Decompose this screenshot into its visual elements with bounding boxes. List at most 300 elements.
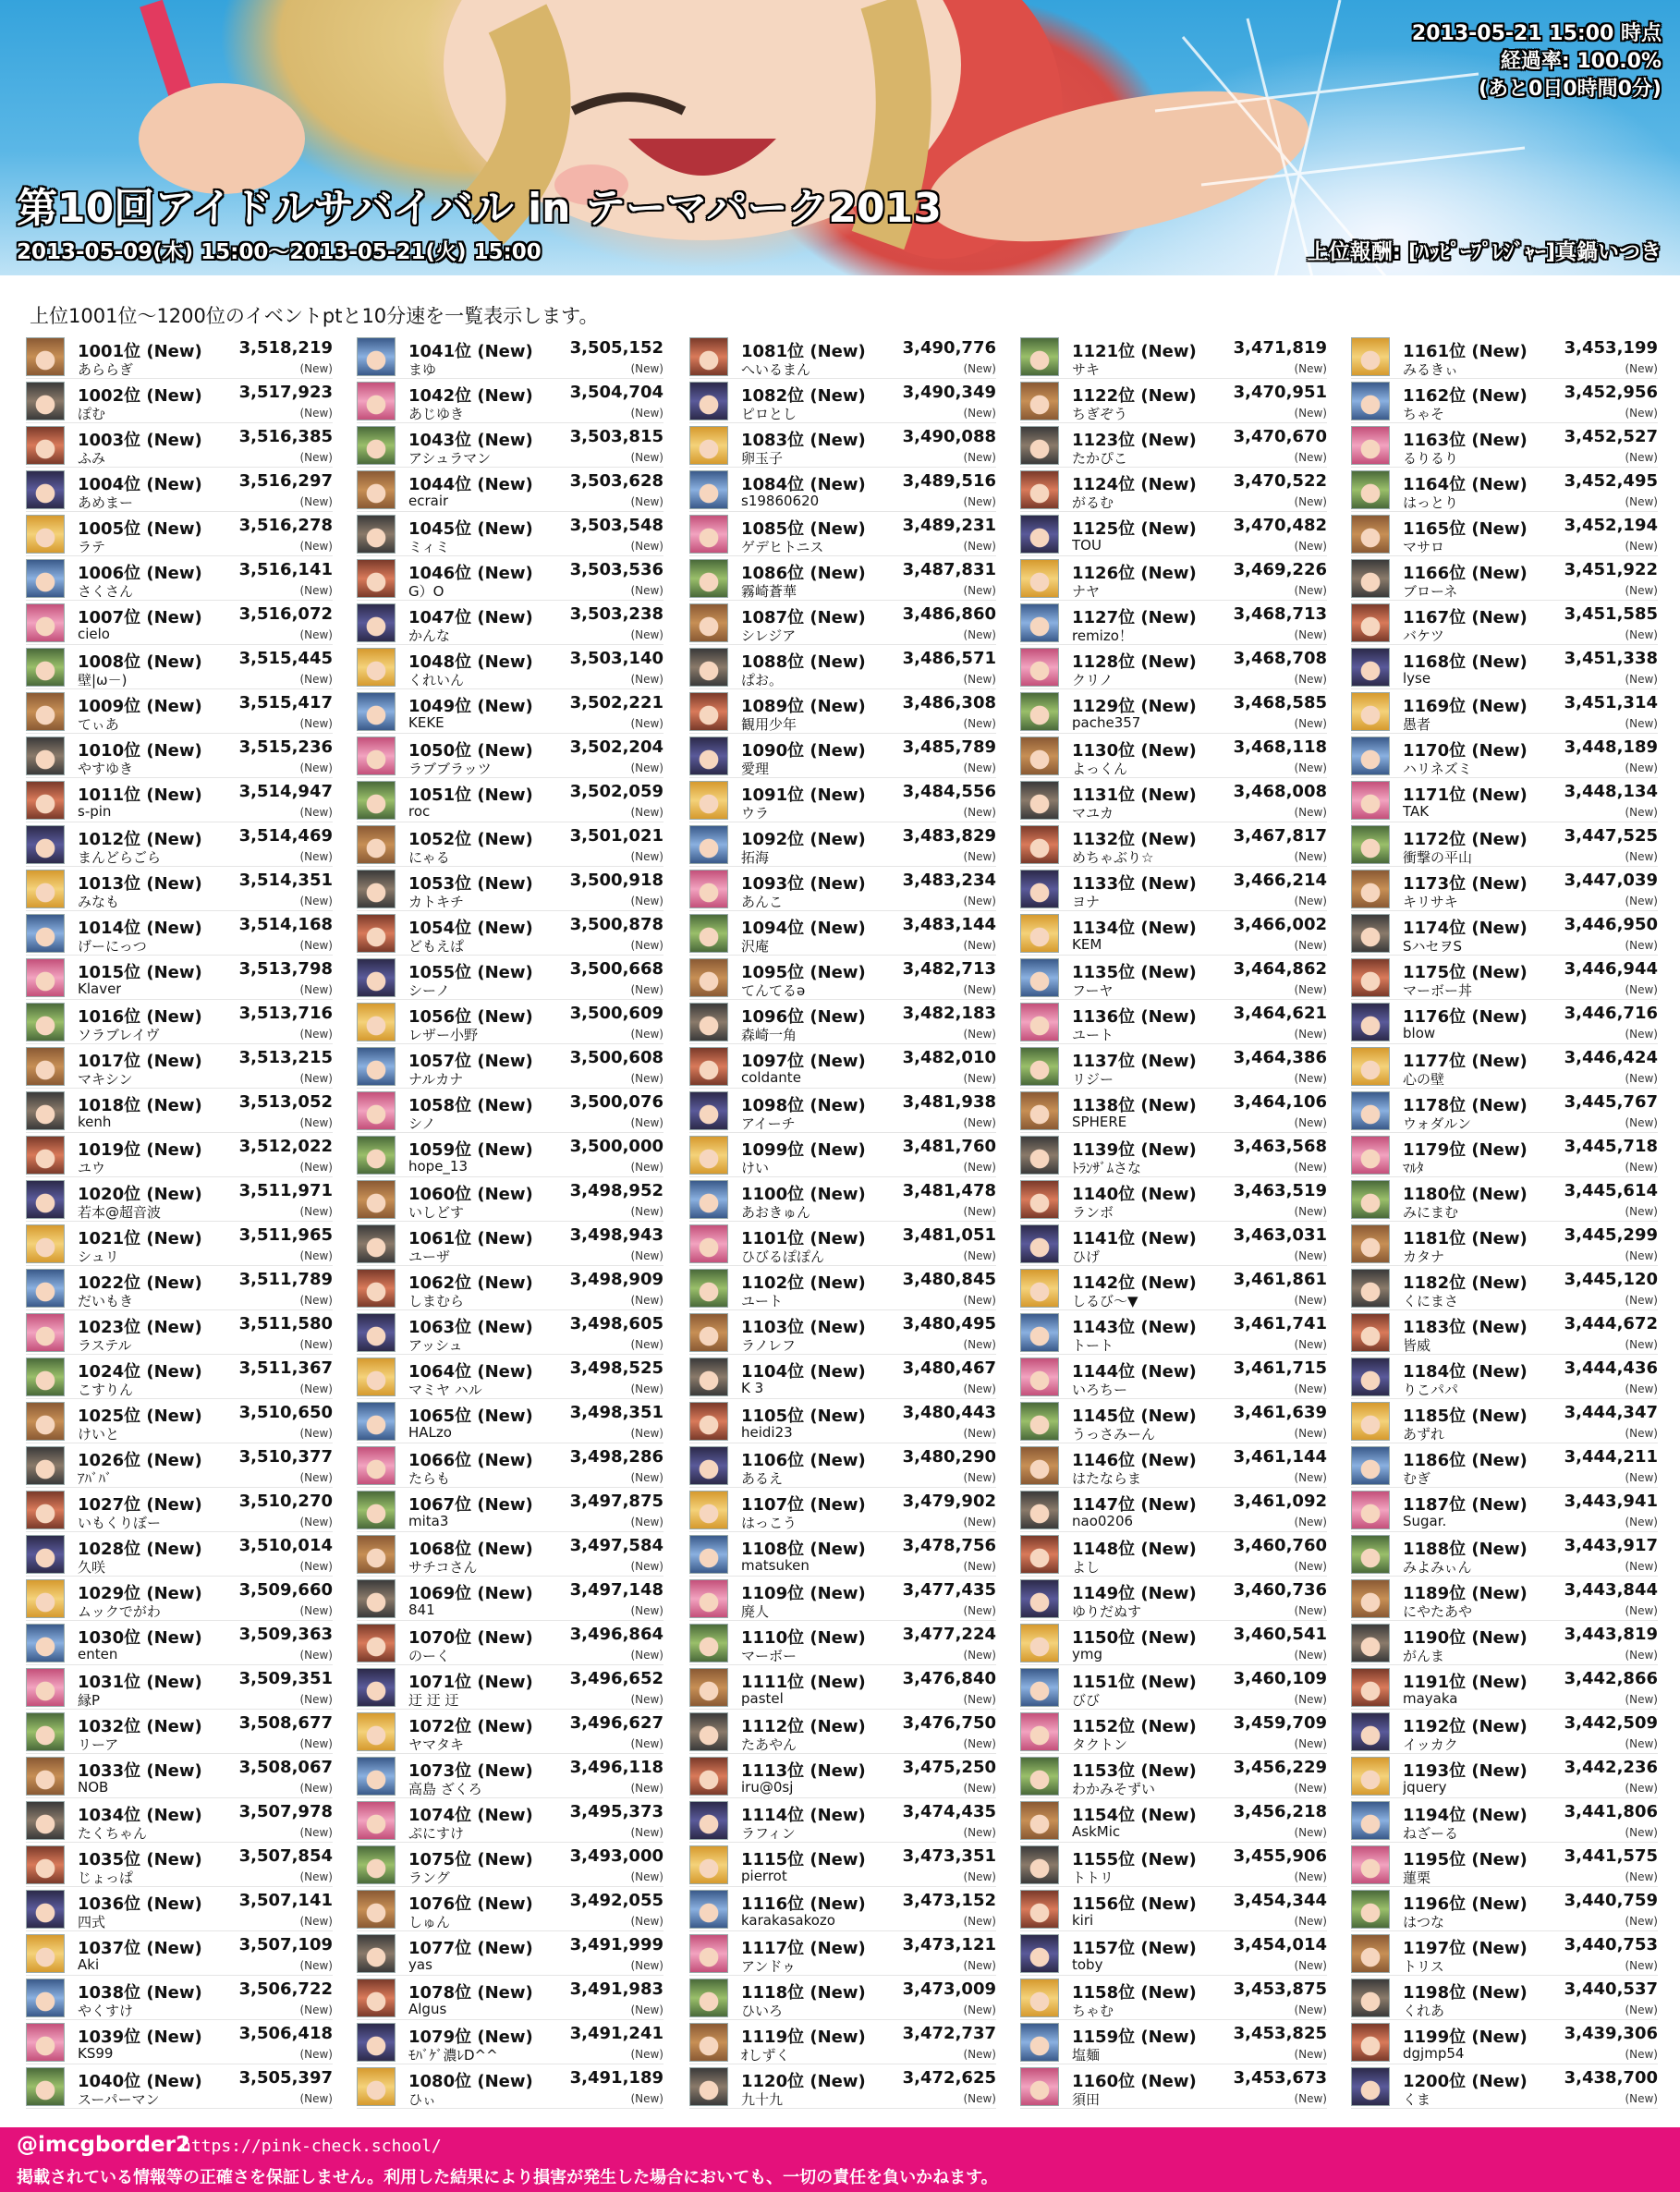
player-name[interactable]: ラフィン <box>741 1825 796 1842</box>
player-name[interactable]: たらも <box>408 1470 451 1487</box>
player-name[interactable]: ちぎぞう <box>1072 406 1128 422</box>
player-name[interactable]: たあやん <box>741 1736 797 1753</box>
ranking-row[interactable] <box>26 689 333 734</box>
ranking-row[interactable] <box>689 867 996 911</box>
ranking-row[interactable] <box>689 512 996 556</box>
player-name[interactable]: 須田 <box>1072 2091 1101 2108</box>
player-name[interactable]: 四式 <box>78 1914 106 1930</box>
ranking-row[interactable] <box>357 1754 663 1798</box>
player-name[interactable]: シレジア <box>741 627 797 644</box>
ranking-row[interactable] <box>357 379 663 423</box>
player-name[interactable]: フーヤ <box>1072 982 1114 999</box>
ranking-row[interactable] <box>357 956 663 1000</box>
player-name[interactable]: ラステル <box>78 1337 132 1354</box>
ranking-row[interactable] <box>26 1177 333 1222</box>
ranking-row[interactable] <box>1351 601 1658 645</box>
player-name[interactable]: いろちー <box>1072 1382 1128 1398</box>
ranking-row[interactable] <box>1351 556 1658 601</box>
player-name[interactable]: たかぴこ <box>1072 450 1128 467</box>
player-name[interactable]: Klaver <box>78 980 122 997</box>
ranking-row[interactable] <box>689 1222 996 1266</box>
player-name[interactable]: アシュラマン <box>408 450 492 467</box>
player-name[interactable]: matsuken <box>741 1557 810 1574</box>
player-name[interactable]: 縁P <box>78 1692 101 1709</box>
ranking-row[interactable] <box>357 1931 663 1976</box>
player-name[interactable]: ウォダルン <box>1403 1115 1472 1132</box>
ranking-row[interactable] <box>689 1355 996 1399</box>
ranking-row[interactable] <box>689 1665 996 1710</box>
player-name[interactable]: トリス <box>1403 1958 1444 1975</box>
ranking-row[interactable] <box>26 1399 333 1443</box>
player-name[interactable]: kiri <box>1072 1912 1094 1929</box>
player-name[interactable]: あめまー <box>78 494 134 511</box>
player-name[interactable]: ピロとし <box>741 406 797 422</box>
ranking-row[interactable] <box>689 734 996 778</box>
player-name[interactable]: 観用少年 <box>741 716 797 733</box>
ranking-row[interactable] <box>1351 1355 1658 1399</box>
player-name[interactable]: enten <box>78 1646 118 1662</box>
ranking-row[interactable] <box>26 1976 333 2020</box>
ranking-row[interactable] <box>357 1976 663 2020</box>
ranking-row[interactable] <box>1020 1133 1327 1177</box>
player-name[interactable]: レザー小野 <box>408 1027 479 1043</box>
player-name[interactable]: 衝撃の平山 <box>1403 849 1473 866</box>
player-name[interactable]: みるきぃ <box>1403 361 1459 378</box>
player-name[interactable]: yas <box>408 1956 432 1973</box>
ranking-row[interactable] <box>357 867 663 911</box>
player-name[interactable]: マユカ <box>1072 805 1114 822</box>
ranking-row[interactable] <box>1020 468 1327 512</box>
player-name[interactable]: あずれ <box>1403 1426 1445 1443</box>
ranking-row[interactable] <box>26 645 333 689</box>
player-name[interactable]: げーにっつ <box>78 938 147 955</box>
ranking-row[interactable] <box>689 1044 996 1089</box>
player-name[interactable]: くにまさ <box>1403 1293 1459 1309</box>
ranking-row[interactable] <box>689 601 996 645</box>
player-name[interactable]: TAK <box>1403 803 1430 820</box>
twitter-handle[interactable]: @imcgborder2 <box>17 2133 190 2157</box>
ranking-row[interactable] <box>1020 867 1327 911</box>
player-name[interactable]: てんてるə <box>741 982 806 999</box>
player-name[interactable]: わかみそずい <box>1072 1781 1156 1797</box>
player-name[interactable]: s-pin <box>78 803 112 820</box>
ranking-row[interactable] <box>1351 734 1658 778</box>
ranking-row[interactable] <box>1020 423 1327 468</box>
player-name[interactable]: nao0206 <box>1072 1513 1134 1529</box>
player-name[interactable]: まんどらごら <box>78 849 162 866</box>
player-name[interactable]: ウラ <box>741 805 770 822</box>
player-name[interactable]: まゆ <box>408 361 437 378</box>
ranking-row[interactable] <box>357 468 663 512</box>
ranking-row[interactable] <box>1351 423 1658 468</box>
player-name[interactable]: 壁|ω－) <box>78 672 128 688</box>
ranking-row[interactable] <box>26 468 333 512</box>
ranking-row[interactable] <box>1351 1577 1658 1621</box>
ranking-row[interactable] <box>689 1399 996 1443</box>
ranking-row[interactable] <box>1351 1931 1658 1976</box>
player-name[interactable]: ｱﾊﾞﾊﾞ <box>78 1470 113 1487</box>
player-name[interactable]: 久咲 <box>78 1559 106 1576</box>
ranking-row[interactable] <box>357 1443 663 1488</box>
ranking-row[interactable] <box>1351 689 1658 734</box>
ranking-row[interactable] <box>1020 1887 1327 1931</box>
player-name[interactable]: クリノ <box>1072 672 1114 688</box>
ranking-row[interactable] <box>1351 1976 1658 2020</box>
ranking-row[interactable] <box>1020 379 1327 423</box>
ranking-row[interactable] <box>1020 1488 1327 1532</box>
player-name[interactable]: SハセヲS <box>1403 938 1463 955</box>
ranking-row[interactable] <box>1020 1577 1327 1621</box>
player-name[interactable]: 沢庵 <box>741 938 770 955</box>
ranking-row[interactable] <box>357 822 663 867</box>
player-name[interactable]: ゆりだぬす <box>1072 1603 1142 1620</box>
ranking-row[interactable] <box>357 1089 663 1133</box>
player-name[interactable]: ユウ <box>78 1160 106 1176</box>
ranking-row[interactable] <box>1020 645 1327 689</box>
player-name[interactable]: シノ <box>408 1115 436 1132</box>
player-name[interactable]: あるえ <box>741 1470 784 1487</box>
player-name[interactable]: ムックでがわ <box>78 1603 161 1620</box>
player-name[interactable]: イッカク <box>1403 1736 1458 1753</box>
player-name[interactable]: マーボー丼 <box>1403 982 1473 999</box>
player-name[interactable]: 若本@超音波 <box>78 1204 162 1221</box>
player-name[interactable]: ｵしずく <box>741 2047 790 2064</box>
ranking-row[interactable] <box>26 1000 333 1044</box>
ranking-row[interactable] <box>689 822 996 867</box>
player-name[interactable]: けい <box>741 1160 770 1176</box>
player-name[interactable]: s19860620 <box>741 493 820 509</box>
ranking-row[interactable] <box>689 468 996 512</box>
player-name[interactable]: くれあ <box>1403 2003 1445 2019</box>
ranking-row[interactable] <box>26 1532 333 1577</box>
ranking-row[interactable] <box>1020 601 1327 645</box>
ranking-row[interactable] <box>26 1621 333 1665</box>
ranking-row[interactable] <box>357 1399 663 1443</box>
player-name[interactable]: ぽむ <box>78 406 106 422</box>
ranking-row[interactable] <box>1020 1177 1327 1222</box>
ranking-row[interactable] <box>1020 1532 1327 1577</box>
player-name[interactable]: ラノレフ <box>741 1337 796 1354</box>
ranking-row[interactable] <box>357 734 663 778</box>
player-name[interactable]: どもえぱ <box>408 938 465 955</box>
ranking-row[interactable] <box>689 778 996 822</box>
player-name[interactable]: むぎ <box>1403 1470 1431 1487</box>
ranking-row[interactable] <box>1020 1798 1327 1843</box>
ranking-row[interactable] <box>26 423 333 468</box>
ranking-row[interactable] <box>357 423 663 468</box>
player-name[interactable]: マミヤ ハル <box>408 1382 482 1398</box>
ranking-row[interactable] <box>1351 1532 1658 1577</box>
player-name[interactable]: サチコさん <box>408 1559 478 1576</box>
ranking-row[interactable] <box>1351 379 1658 423</box>
player-name[interactable]: ﾏﾙﾀ <box>1403 1160 1424 1176</box>
player-name[interactable]: coldante <box>741 1069 801 1086</box>
ranking-row[interactable] <box>357 1355 663 1399</box>
ranking-row[interactable] <box>1020 1843 1327 1887</box>
ranking-row[interactable] <box>357 512 663 556</box>
player-name[interactable]: kenh <box>78 1114 112 1130</box>
ranking-row[interactable] <box>357 1887 663 1931</box>
player-name[interactable]: ランボ <box>1072 1204 1114 1221</box>
ranking-row[interactable] <box>26 2064 333 2109</box>
player-name[interactable]: アンドゥ <box>741 1958 797 1975</box>
player-name[interactable]: ecrair <box>408 493 449 509</box>
ranking-row[interactable] <box>357 2064 663 2109</box>
player-name[interactable]: ふみ <box>78 450 106 467</box>
player-name[interactable]: しゅん <box>408 1914 451 1930</box>
ranking-row[interactable] <box>26 1266 333 1310</box>
ranking-row[interactable] <box>357 556 663 601</box>
player-name[interactable]: サキ <box>1072 361 1101 378</box>
player-name[interactable]: AskMic <box>1072 1823 1121 1840</box>
player-name[interactable]: ユート <box>741 1293 784 1309</box>
ranking-row[interactable] <box>689 335 996 379</box>
player-name[interactable]: ユーザ <box>408 1248 451 1265</box>
ranking-row[interactable] <box>1020 1931 1327 1976</box>
player-name[interactable]: mayaka <box>1403 1690 1458 1707</box>
player-name[interactable]: 森崎一角 <box>741 1027 797 1043</box>
player-name[interactable]: りこパパ <box>1403 1382 1459 1398</box>
player-name[interactable]: たくちゃん <box>78 1825 148 1842</box>
player-name[interactable]: ひいろ <box>741 2003 784 2019</box>
player-name[interactable]: みなも <box>78 894 120 910</box>
ranking-row[interactable] <box>26 1887 333 1931</box>
player-name[interactable]: ラング <box>408 1869 450 1886</box>
player-name[interactable]: Algus <box>408 2001 447 2017</box>
ranking-row[interactable] <box>1020 1754 1327 1798</box>
ranking-row[interactable] <box>1020 556 1327 601</box>
player-name[interactable]: heidi23 <box>741 1424 793 1441</box>
ranking-row[interactable] <box>357 1843 663 1887</box>
ranking-row[interactable] <box>1020 778 1327 822</box>
player-name[interactable]: KEKE <box>408 714 444 731</box>
ranking-row[interactable] <box>1020 1665 1327 1710</box>
player-name[interactable]: KS99 <box>78 2045 114 2062</box>
player-name[interactable]: ﾄﾗﾝｻﾞﾑさな <box>1072 1160 1142 1176</box>
player-name[interactable]: iru@0sj <box>741 1779 794 1796</box>
ranking-row[interactable] <box>1020 1266 1327 1310</box>
player-name[interactable]: バケツ <box>1403 627 1444 644</box>
ranking-row[interactable] <box>357 1044 663 1089</box>
player-name[interactable]: ユート <box>1072 1027 1114 1043</box>
ranking-row[interactable] <box>357 689 663 734</box>
ranking-row[interactable] <box>1020 1355 1327 1399</box>
ranking-row[interactable] <box>357 601 663 645</box>
player-name[interactable]: くれいん <box>408 672 465 688</box>
ranking-row[interactable] <box>689 1621 996 1665</box>
ranking-row[interactable] <box>1351 822 1658 867</box>
player-name[interactable]: 塩麺 <box>1072 2047 1101 2064</box>
ranking-row[interactable] <box>357 1577 663 1621</box>
player-name[interactable]: ナヤ <box>1072 583 1101 600</box>
player-name[interactable]: toby <box>1072 1956 1103 1973</box>
ranking-row[interactable] <box>357 1133 663 1177</box>
ranking-row[interactable] <box>1020 822 1327 867</box>
player-name[interactable]: カトキチ <box>408 894 465 910</box>
ranking-row[interactable] <box>357 1621 663 1665</box>
ranking-row[interactable] <box>1351 956 1658 1000</box>
ranking-row[interactable] <box>26 2020 333 2064</box>
ranking-row[interactable] <box>689 556 996 601</box>
ranking-row[interactable] <box>357 1798 663 1843</box>
player-name[interactable]: ヨナ <box>1072 894 1101 910</box>
player-name[interactable]: 卵玉子 <box>741 450 784 467</box>
ranking-row[interactable] <box>26 734 333 778</box>
player-name[interactable]: シーノ <box>408 982 450 999</box>
player-name[interactable]: ちゃむ <box>1072 2003 1114 2019</box>
player-name[interactable]: ナルカナ <box>408 1071 464 1088</box>
ranking-row[interactable] <box>357 1000 663 1044</box>
player-name[interactable]: SPHERE <box>1072 1114 1127 1130</box>
ranking-row[interactable] <box>689 1177 996 1222</box>
ranking-row[interactable] <box>26 1044 333 1089</box>
player-name[interactable]: HALzo <box>408 1424 452 1441</box>
player-name[interactable]: はっとり <box>1403 494 1459 511</box>
ranking-row[interactable] <box>689 1310 996 1355</box>
ranking-row[interactable] <box>26 1577 333 1621</box>
ranking-row[interactable] <box>357 911 663 956</box>
ranking-row[interactable] <box>1020 1399 1327 1443</box>
player-name[interactable]: roc <box>408 803 431 820</box>
player-name[interactable]: かんな <box>408 627 451 644</box>
ranking-row[interactable] <box>357 1177 663 1222</box>
player-name[interactable]: あおきゅん <box>741 1204 811 1221</box>
ranking-row[interactable] <box>689 1710 996 1754</box>
ranking-row[interactable] <box>689 2064 996 2109</box>
ranking-row[interactable] <box>357 1266 663 1310</box>
player-name[interactable]: スーパーマン <box>78 2091 160 2108</box>
player-name[interactable]: pastel <box>741 1690 784 1707</box>
player-name[interactable]: いしどす <box>408 1204 465 1221</box>
player-name[interactable]: カタナ <box>1403 1248 1445 1265</box>
ranking-row[interactable] <box>26 1488 333 1532</box>
ranking-row[interactable] <box>689 1089 996 1133</box>
player-name[interactable]: マサロ <box>1403 539 1445 555</box>
player-name[interactable]: 皆威 <box>1403 1337 1431 1354</box>
player-name[interactable]: マキシン <box>78 1071 133 1088</box>
ranking-row[interactable] <box>689 2020 996 2064</box>
ranking-row[interactable] <box>1020 911 1327 956</box>
player-name[interactable]: てぃあ <box>78 716 119 733</box>
ranking-row[interactable] <box>357 1665 663 1710</box>
ranking-row[interactable] <box>26 1665 333 1710</box>
ranking-row[interactable] <box>357 1710 663 1754</box>
player-name[interactable]: トトリ <box>1072 1869 1114 1886</box>
ranking-row[interactable] <box>1020 1621 1327 1665</box>
ranking-row[interactable] <box>26 1089 333 1133</box>
player-name[interactable]: のーく <box>408 1648 451 1664</box>
player-name[interactable]: 九十九 <box>741 2091 784 2108</box>
player-name[interactable]: よし <box>1072 1559 1101 1576</box>
player-name[interactable]: cielo <box>78 626 110 642</box>
ranking-row[interactable] <box>689 1887 996 1931</box>
ranking-row[interactable] <box>689 1133 996 1177</box>
ranking-row[interactable] <box>1020 1000 1327 1044</box>
ranking-row[interactable] <box>1020 1310 1327 1355</box>
player-name[interactable]: にやたあや <box>1403 1603 1473 1620</box>
ranking-row[interactable] <box>689 1843 996 1887</box>
player-name[interactable]: ちゃそ <box>1403 406 1445 422</box>
ranking-row[interactable] <box>1020 1222 1327 1266</box>
ranking-row[interactable] <box>689 911 996 956</box>
ranking-row[interactable] <box>689 1976 996 2020</box>
ranking-row[interactable] <box>1020 2020 1327 2064</box>
player-name[interactable]: lyse <box>1403 670 1431 687</box>
ranking-row[interactable] <box>1351 1177 1658 1222</box>
player-name[interactable]: ひびるぽぽん <box>741 1248 825 1265</box>
player-name[interactable]: しまむら <box>408 1293 465 1309</box>
ranking-row[interactable] <box>1020 1044 1327 1089</box>
ranking-row[interactable] <box>1351 1488 1658 1532</box>
player-name[interactable]: あじゆき <box>408 406 465 422</box>
player-name[interactable]: 迂 迂 迂 <box>408 1692 459 1709</box>
ranking-row[interactable] <box>689 1443 996 1488</box>
player-name[interactable]: 高島 ざくろ <box>408 1781 482 1797</box>
ranking-row[interactable] <box>689 379 996 423</box>
ranking-row[interactable] <box>26 778 333 822</box>
ranking-row[interactable] <box>1351 1887 1658 1931</box>
site-link[interactable]: https://pink-check.school/ <box>181 2137 442 2156</box>
player-name[interactable]: トート <box>1072 1337 1114 1354</box>
player-name[interactable]: ブローネ <box>1403 583 1458 600</box>
ranking-row[interactable] <box>1020 734 1327 778</box>
player-name[interactable]: ぱお。 <box>741 672 784 688</box>
ranking-row[interactable] <box>26 1754 333 1798</box>
ranking-row[interactable] <box>1351 1266 1658 1310</box>
player-name[interactable]: リジー <box>1072 1071 1114 1088</box>
player-name[interactable]: ゲデヒトニス <box>741 539 824 555</box>
player-name[interactable]: マーボー <box>741 1648 797 1664</box>
player-name[interactable]: じょっぱ <box>78 1869 134 1886</box>
player-name[interactable]: あららぎ <box>78 361 134 378</box>
ranking-row[interactable] <box>1351 1710 1658 1754</box>
player-name[interactable]: 愛理 <box>741 761 770 777</box>
ranking-row[interactable] <box>26 1355 333 1399</box>
ranking-row[interactable] <box>1351 2020 1658 2064</box>
ranking-row[interactable] <box>26 1931 333 1976</box>
player-name[interactable]: けいと <box>78 1426 120 1443</box>
player-name[interactable]: びび <box>1072 1692 1101 1709</box>
player-name[interactable]: KEM <box>1072 936 1102 953</box>
ranking-row[interactable] <box>357 645 663 689</box>
ranking-row[interactable] <box>1351 2064 1658 2109</box>
ranking-row[interactable] <box>689 645 996 689</box>
player-name[interactable]: G）O <box>408 583 444 600</box>
player-name[interactable]: TOU <box>1072 537 1102 554</box>
ranking-row[interactable] <box>357 1222 663 1266</box>
player-name[interactable]: ひぃ <box>408 2091 437 2108</box>
player-name[interactable]: みにまむ <box>1403 1204 1459 1221</box>
ranking-row[interactable] <box>26 911 333 956</box>
ranking-row[interactable] <box>689 956 996 1000</box>
player-name[interactable]: やすゆき <box>78 761 134 777</box>
player-name[interactable]: pache357 <box>1072 714 1141 731</box>
ranking-row[interactable] <box>26 379 333 423</box>
ranking-row[interactable] <box>689 1754 996 1798</box>
ranking-row[interactable] <box>26 867 333 911</box>
ranking-row[interactable] <box>357 2020 663 2064</box>
player-name[interactable]: dgjmp54 <box>1403 2045 1465 2062</box>
ranking-row[interactable] <box>26 556 333 601</box>
player-name[interactable]: ソラブレイヴ <box>78 1027 160 1043</box>
ranking-row[interactable] <box>1020 512 1327 556</box>
player-name[interactable]: 拓海 <box>741 849 770 866</box>
player-name[interactable]: シュリ <box>78 1248 119 1265</box>
player-name[interactable]: はたならま <box>1072 1470 1142 1487</box>
player-name[interactable]: キリサキ <box>1403 894 1458 910</box>
ranking-row[interactable] <box>1351 1044 1658 1089</box>
player-name[interactable]: ぷにすけ <box>408 1825 465 1842</box>
